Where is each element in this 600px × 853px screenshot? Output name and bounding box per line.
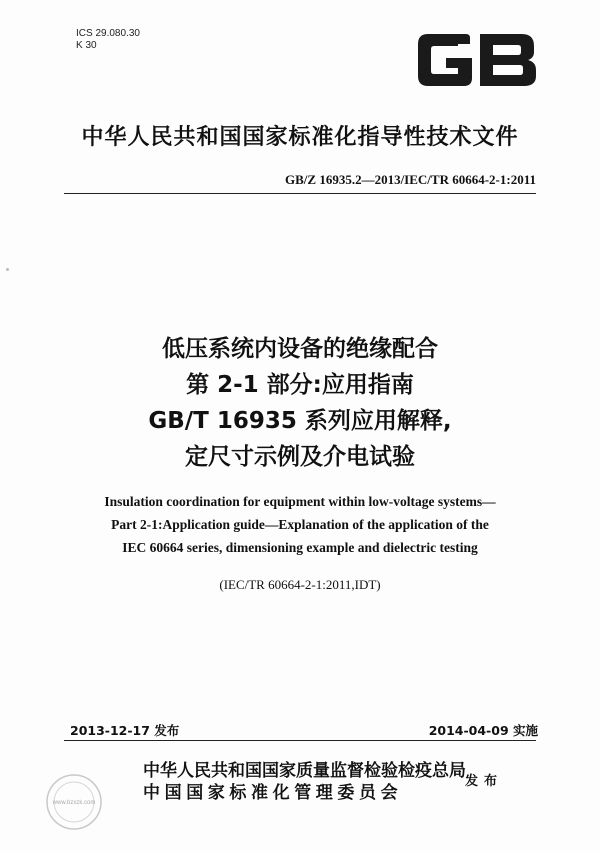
chinese-title-line: 低压系统内设备的绝缘配合	[162, 336, 438, 362]
gb-logo	[418, 34, 536, 86]
issue-date: 2013-12-17 发布	[70, 723, 180, 738]
adoption-reference: (IEC/TR 60664-2-1:2011,IDT)	[219, 577, 381, 592]
classification-codes	[76, 28, 140, 52]
svg-text:www.bzxzk.com: www.bzxzk.com	[52, 800, 96, 806]
issuing-body-title: 中华人民共和国国家标准化指导性技术文件	[81, 125, 519, 150]
publisher-line: 中国国家标准化管理委员会	[143, 783, 403, 803]
english-title-line: IEC 60664 series, dimensioning example and dielectric testing	[122, 540, 478, 555]
english-title-line: Insulation coordination for equipment within low-voltage systems—	[104, 494, 496, 509]
watermark-stamp-icon	[44, 772, 104, 832]
publish-label: 发布	[465, 774, 504, 789]
ics-code: ICS 29.080.30	[76, 28, 140, 39]
standard-number: GB/Z 16935.2—2013/IEC/TR 60664-2-1:2011	[285, 172, 536, 187]
scan-speck	[6, 268, 9, 271]
chinese-title-line: 第 2-1 部分:应用指南	[186, 372, 414, 398]
ccs-code: K 30	[76, 40, 97, 51]
footer-divider	[64, 740, 536, 741]
header-divider	[64, 193, 536, 194]
publisher-line: 中华人民共和国国家质量监督检验检疫总局	[143, 761, 466, 781]
english-title-line: Part 2-1:Application guide—Explanation of the application of the	[111, 517, 489, 532]
english-title	[0, 490, 600, 559]
chinese-title	[0, 331, 600, 475]
chinese-title-line: GB/T 16935 系列应用解释,	[148, 408, 452, 434]
publishing-organizations	[143, 760, 466, 804]
chinese-title-line: 定尺寸示例及介电试验	[185, 444, 415, 470]
implementation-date: 2014-04-09 实施	[428, 723, 538, 738]
